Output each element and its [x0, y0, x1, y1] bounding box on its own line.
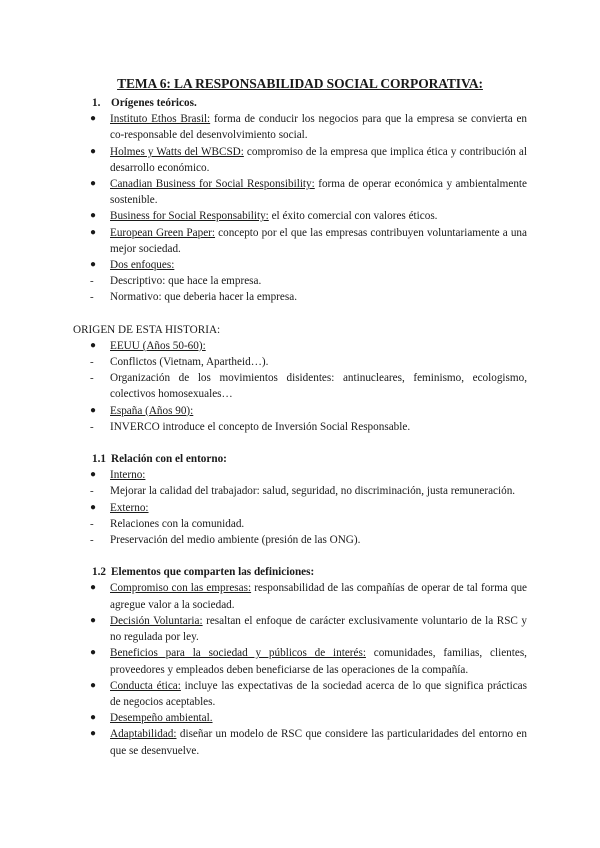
bullet-icon: ● [90, 614, 97, 626]
list-item [0, 467, 600, 483]
list-item [0, 176, 600, 208]
term: Instituto Ethos Brasil: [110, 113, 211, 126]
dash-text: Normativo: que deberia hacer la empresa. [110, 291, 297, 304]
section-title: Relación con el entorno: [111, 453, 227, 466]
list-item [0, 678, 600, 710]
bullet-icon: ● [90, 582, 97, 594]
dash-icon: - [90, 534, 94, 547]
term: Conducta ética: [110, 679, 181, 692]
bullet-icon: ● [90, 178, 97, 190]
dash-item [0, 273, 600, 289]
bullet-icon: ● [90, 679, 97, 691]
bullet-icon: ● [90, 404, 97, 416]
definition: incluye las expectativas de la sociedad acerca de lo que significa prácticas de negocios aceptables. [110, 679, 527, 708]
dash-icon: - [90, 275, 94, 288]
term: Compromiso con las empresas: [110, 582, 252, 595]
definition: compromiso de la empresa que implica ética y contribución al desarrollo económico. [110, 145, 527, 174]
list-item [0, 710, 600, 726]
section-number: 1.2 [92, 566, 106, 579]
list-item [0, 111, 600, 143]
list-item [0, 645, 600, 677]
dash-text: Preservación del medio ambiente (presión de las ONG). [110, 534, 361, 547]
term: European Green Paper: [110, 226, 216, 239]
dash-item [0, 370, 600, 402]
bullet-icon: ● [90, 339, 97, 351]
bullet-icon: ● [90, 113, 97, 125]
dash-icon: - [90, 356, 94, 369]
list-item [0, 500, 600, 516]
dash-item [0, 483, 600, 499]
dash-icon: - [90, 517, 94, 530]
term: EEUU (Años 50-60): [110, 339, 206, 352]
term: Interno: [110, 469, 146, 482]
bullet-icon: ● [90, 469, 97, 481]
bullet-icon: ● [90, 145, 97, 157]
list-item [0, 726, 600, 758]
section-number: 1. [92, 97, 101, 109]
term: Beneficios para la sociedad y públicos de interés: [110, 647, 366, 660]
definition: comunidades, familias, clientes, proveedores y empleados deben beneficiarse de las operaciones de la compañía. [110, 647, 527, 676]
definition: forma de operar económica y ambientalmente sostenible. [110, 178, 528, 207]
term: Dos enfoques: [110, 259, 175, 272]
bullet-icon: ● [90, 226, 97, 238]
term: Decisión Voluntaria: [110, 614, 203, 627]
term: Holmes y Watts del WBCSD: [110, 145, 244, 158]
dash-icon: - [90, 485, 94, 498]
term: Desempeño ambiental. [110, 712, 213, 725]
dash-item [0, 354, 600, 370]
dash-text: Relaciones con la comunidad. [110, 517, 245, 530]
page-title: TEMA 6: LA RESPONSABILIDAD SOCIAL CORPORATIVA: [117, 76, 483, 91]
list-item [0, 225, 600, 257]
section-1-2-heading [0, 564, 600, 580]
definition: forma de conducir los negocios para que la empresa se convierta en co-responsable del desenvolvimiento social. [110, 113, 528, 142]
bullet-icon: ● [90, 712, 97, 724]
bullet-icon: ● [90, 647, 97, 659]
definition: el éxito comercial con valores éticos. [268, 210, 438, 223]
list-item [0, 257, 600, 273]
dash-item [0, 532, 600, 548]
term: Business for Social Responsability: [110, 210, 269, 223]
dash-text: INVERCO introduce el concepto de Inversión Social Responsable. [110, 420, 411, 433]
term: Adaptabilidad: [110, 728, 177, 741]
bullet-icon: ● [90, 210, 97, 222]
dash-text: Mejorar la calidad del trabajador: salud, seguridad, no discriminación, justa remuneración. [110, 485, 516, 498]
bullet-icon: ● [90, 728, 97, 740]
term: Externo: [110, 501, 149, 514]
list-item [0, 208, 600, 224]
list-item [0, 144, 600, 176]
list-item [0, 403, 600, 419]
dash-item [0, 289, 600, 305]
dash-icon: - [90, 291, 94, 304]
term: Canadian Business for Social Responsibility: [110, 178, 315, 191]
bullet-icon: ● [90, 259, 97, 271]
section-title: Orígenes teóricos. [111, 97, 197, 109]
dash-icon: - [90, 420, 94, 433]
dash-item [0, 516, 600, 532]
definition: responsabilidad de las compañías de operar de tal forma que agregue valor a la sociedad. [110, 582, 528, 611]
bullet-icon: ● [90, 501, 97, 513]
term: España (Años 90): [110, 404, 194, 417]
origen-heading: ORIGEN DE ESTA HISTORIA: [73, 323, 221, 336]
dash-text: Descriptivo: que hace la empresa. [110, 275, 262, 288]
dash-text: Organización de los movimientos disidentes: antinucleares, feminismo, ecologismo, colectivos homosexuales… [110, 372, 527, 401]
definition: concepto por el que las empresas contribuyen voluntariamente a una mejor sociedad. [110, 226, 527, 255]
section-1-heading [0, 95, 600, 111]
section-number: 1.1 [92, 453, 106, 466]
list-item [0, 613, 600, 645]
dash-text: Conflictos (Vietnam, Apartheid…). [110, 356, 269, 369]
section-1-1-heading [0, 451, 600, 467]
section-title: Elementos que comparten las definiciones: [111, 566, 315, 579]
list-item [0, 338, 600, 354]
dash-item [0, 419, 600, 435]
list-item [0, 580, 600, 612]
dash-icon: - [90, 372, 94, 385]
definition: diseñar un modelo de RSC que considere las particularidades del entorno en que se desenvuelve. [110, 728, 527, 757]
document-body [0, 95, 600, 759]
definition: resaltan el enfoque de carácter exclusivamente voluntario de la RSC y no regulada por ley. [110, 614, 528, 644]
